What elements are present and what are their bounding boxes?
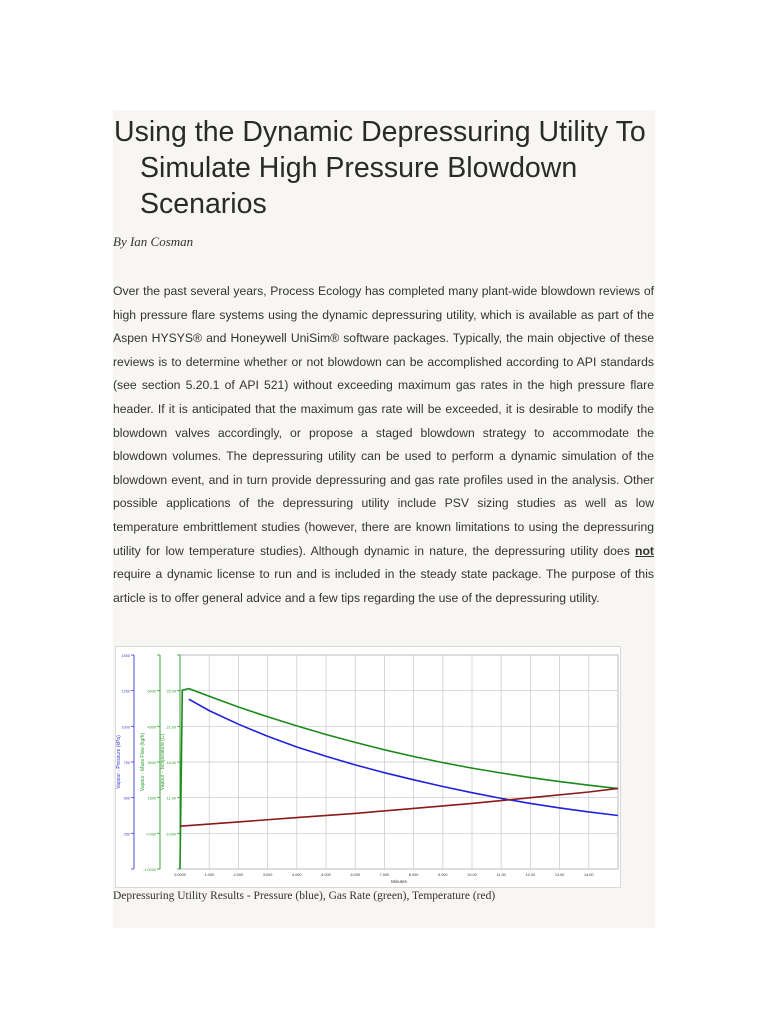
x-tick-label: 6.000 <box>350 873 360 877</box>
y-tick-label: 21.00 <box>166 725 176 730</box>
x-tick-label: 10.00 <box>467 873 477 877</box>
x-tick-label: 2.000 <box>233 873 244 877</box>
paragraph-text-after: require a dynamic license to run and is included in the steady state package. The purpose of this article is to offer general advice and a few tips regarding the use of the depressuring utility. <box>113 567 654 605</box>
y-tick-label: 0.000 <box>146 832 156 837</box>
paragraph-text-before: Over the past several years, Process Ecology has completed many plant-wide blowdown reviews of high pressure flare systems using the dynamic depressuring utility, which is available as part of the Aspen HYSYS® and Honeywell UniSim® software packages. Typically, the main objective of these reviews is to determine whether or not blowdown can be accomplished according to API standards (see section 5.20.1 of API 521) without exceeding maximum gas rates in the high pressure flare header. If it is anticipated that the maximum gas rate will be exceeded, it is desirable to modify the blowdown valves accordingly, or propose a staged blowdown strategy to accommodate the blowdown volumes. The depressuring utility can be used to perform a dynamic simulation of the blowdown event, and in turn provide depressuring and gas rate profiles used in the analysis. Other possible applications of the depressuring utility include PSV sizing studies as well as low temperature embrittlement studies (however, there are known limitations to using the depressuring utility for low temperature studies). Although dynamic in nature, the depressuring utility does <box>113 284 654 558</box>
article-title: Using the Dynamic Depressuring Utility To Simulate High Pressure Blowdown Scenarios <box>114 116 646 220</box>
x-tick-label: 8.000 <box>408 873 419 877</box>
x-tick-label: 13.00 <box>554 873 565 877</box>
chart-caption: Depressuring Utility Results - Pressure (blue), Gas Rate (green), Temperature (red) <box>113 890 496 902</box>
article-page <box>113 110 655 928</box>
y-axis-label: Vapour - Temperature (C) <box>160 733 166 791</box>
y-tick-label: 6.000 <box>166 832 176 837</box>
x-tick-label: 11.00 <box>496 873 506 877</box>
y-tick-label: 3000 <box>147 761 156 765</box>
depressuring-chart <box>115 646 621 888</box>
y-tick-label: 25.00 <box>166 689 176 694</box>
y-tick-label: 6000 <box>147 689 156 694</box>
article-paragraph <box>113 280 654 610</box>
x-tick-label: 7.000 <box>379 873 390 877</box>
y-tick-label: 500 <box>123 796 130 801</box>
article-byline: By Ian Cosman <box>113 234 194 249</box>
y-tick-label: -1.0000 <box>143 868 156 872</box>
y-axis-label: Vapour - Mass Flow (kg/h) <box>140 732 146 792</box>
x-tick-label: 9.000 <box>438 873 448 877</box>
x-tick-label: 1.000 <box>204 873 214 877</box>
x-tick-label: 4.000 <box>292 873 302 877</box>
y-tick-label: 1500 <box>147 796 156 801</box>
y-tick-label: 1500 <box>121 654 130 658</box>
paragraph-bold-not: not <box>635 543 654 558</box>
y-tick-label: 1250 <box>121 689 130 694</box>
y-tick-label: 16.00 <box>166 761 176 765</box>
x-tick-label: 12.00 <box>525 873 536 877</box>
y-tick-label: 1000 <box>121 725 130 730</box>
x-tick-label: 3.000 <box>262 873 273 877</box>
x-tick-label: 14.00 <box>584 873 594 877</box>
x-axis-label: Minutes <box>391 879 407 884</box>
y-tick-label: 4500 <box>147 725 156 730</box>
y-tick-label: 250 <box>123 832 130 837</box>
x-tick-label: 5.000 <box>321 873 331 877</box>
y-axis-label: Vapour - Pressure (kPa) <box>116 735 122 789</box>
y-tick-label: 750 <box>123 761 130 765</box>
y-tick-label: 11.00 <box>166 796 176 801</box>
x-tick-label: 0.0000 <box>174 873 186 877</box>
chart-svg <box>116 647 620 887</box>
